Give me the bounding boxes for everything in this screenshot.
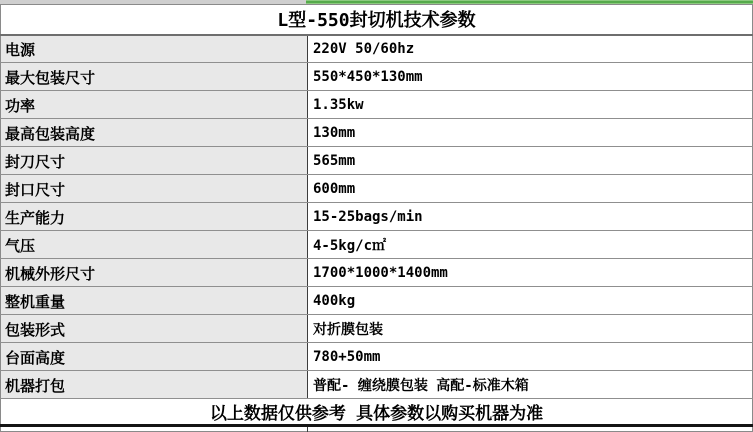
spec-label: 整机重量 bbox=[1, 287, 308, 315]
table-footer-note: 以上数据仅供参考 具体参数以购买机器为准 bbox=[1, 399, 753, 426]
table-row bbox=[1, 63, 753, 91]
spec-label: 最大包装尺寸 bbox=[1, 63, 308, 91]
table-row bbox=[1, 203, 753, 231]
spec-label: 封刀尺寸 bbox=[1, 147, 308, 175]
spec-label: 电源 bbox=[1, 35, 308, 63]
spec-value: 4-5kg/c㎡ bbox=[308, 231, 753, 259]
footer-row bbox=[1, 399, 753, 426]
spec-value: 220V 50/60hz bbox=[308, 35, 753, 63]
spec-value: 1700*1000*1400mm bbox=[308, 259, 753, 287]
spec-label: 包装形式 bbox=[1, 315, 308, 343]
table-row bbox=[1, 371, 753, 399]
title-row bbox=[1, 5, 753, 35]
spec-label: 最高包装高度 bbox=[1, 119, 308, 147]
spec-label: 机械外形尺寸 bbox=[1, 259, 308, 287]
table-row bbox=[1, 147, 753, 175]
spec-value: 400kg bbox=[308, 287, 753, 315]
table-row bbox=[1, 315, 753, 343]
spec-value: 1.35kw bbox=[308, 91, 753, 119]
spec-label: 功率 bbox=[1, 91, 308, 119]
spec-value: 565mm bbox=[308, 147, 753, 175]
table-row bbox=[1, 231, 753, 259]
table-row bbox=[1, 35, 753, 63]
table-title: L型-550封切机技术参数 bbox=[1, 5, 753, 35]
table-row bbox=[1, 287, 753, 315]
spec-value: 550*450*130mm bbox=[308, 63, 753, 91]
spec-value: 对折膜包装 bbox=[308, 315, 753, 343]
spec-label: 台面高度 bbox=[1, 343, 308, 371]
spec-label: 生产能力 bbox=[1, 203, 308, 231]
spec-table bbox=[0, 4, 753, 432]
spec-value: 780+50mm bbox=[308, 343, 753, 371]
table-row bbox=[1, 119, 753, 147]
table-row bbox=[1, 91, 753, 119]
spec-value: 普配- 缠绕膜包装 高配-标准木箱 bbox=[308, 371, 753, 399]
spec-label: 机器打包 bbox=[1, 371, 308, 399]
spec-value: 130mm bbox=[308, 119, 753, 147]
spec-value: 15-25bags/min bbox=[308, 203, 753, 231]
spec-label: 封口尺寸 bbox=[1, 175, 308, 203]
table-row bbox=[1, 175, 753, 203]
table-row bbox=[1, 259, 753, 287]
spec-label: 气压 bbox=[1, 231, 308, 259]
table-row bbox=[1, 343, 753, 371]
spec-value: 600mm bbox=[308, 175, 753, 203]
